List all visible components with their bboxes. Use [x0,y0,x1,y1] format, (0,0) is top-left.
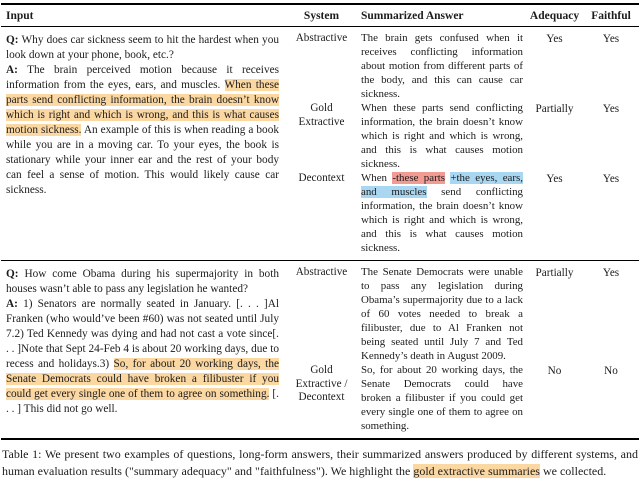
text-segment: How come Obama during his supermajority in both houses wasn’t able to pass any legislation he wanted? [6,268,279,295]
table-row [285,171,639,255]
system-rows [285,265,639,433]
col-header-input: Input [6,10,34,22]
system-cell: Abstractive [295,266,348,278]
table-header-row [1,5,639,27]
bold-label: Q: [6,268,19,280]
text-segment: So, for about 20 working days, the Senate Democrats could have broken a filibuster if you could get every single one of them to agree on something. [361,364,523,432]
answer-cell [358,171,526,255]
adequacy-cell: Yes [546,33,563,45]
adequacy-cell: Partially [535,103,574,115]
highlight-orange: gold extractive summaries [413,464,540,478]
col-header-system: System [303,10,340,22]
text-segment: When these parts send conflicting information, the brain doesn’t know which is right and which is wrong, and this is what causes motion sickness. [361,102,523,170]
text-segment: [. . . ] This did not go well. [6,388,279,415]
faithful-cell: Yes [602,173,620,185]
faithful-cell: Yes [602,103,620,115]
text-segment: The brain gets confused when it receives conflicting information about motion from different parts of the body, and this can cause car sickness. [361,32,523,100]
bold-label: A: [6,64,18,76]
answer-cell [358,265,526,363]
highlight-blue: +the eyes, ears, and muscles [361,172,523,198]
bold-label: Q: [6,34,19,46]
bold-label: A: [6,298,18,310]
highlight-orange: When these parts send conflicting information, the brain doesn’t know which is right and which is wrong, and this is what causes motion sickness. [6,79,279,136]
answer-cell [358,31,526,101]
table-row [285,31,639,101]
adequacy-cell: Yes [546,173,563,185]
table-row [285,363,639,433]
text-segment: The brain perceived motion because it receives information from the eyes, ears, and muscles. [6,64,279,91]
answer-cell [358,101,526,171]
faithful-cell: Yes [602,267,620,279]
text-segment: Why does car sickness seem to hit the hardest when you look down at your phone, book, etc.? [6,34,279,61]
table-row [285,101,639,171]
input-cell [1,31,285,255]
table-caption [2,446,638,480]
highlight-orange: So, for about 20 working days, the Senate Democrats could have broken a filibuster if you could get every single one of them to agree on something. [6,358,279,400]
col-header-adequacy: Adequacy [529,10,580,22]
text-segment: An example of this is when reading a book while you are in a moving car. To your eyes, the book is stationary while your inner ear and the rest of your body can feel a sense of motion. This would likely cause car sickness. [6,124,280,196]
system-cell: Gold Extractive [298,102,345,128]
text-segment: The Senate Democrats were unable to pass any legislation during Obama’s supermajority due to a lack of 60 votes needed to break a filibuster, due to Al Franken not being seated until July 7 and Ted Kennedy’s death in August 2009. [361,266,523,362]
text-segment: send conflicting information, the brain doesn’t know which is right and which is wrong, and this is what causes motion sickness. [361,186,523,254]
highlight-red: -these parts [392,172,445,184]
text-segment: 1) Senators are normally seated in January. [. . . ]Al Franken (who would’ve been #60) was not seated until July 7.2) Ted Kennedy was dying and had not cast a vote since[. . . ]Note that Sept 24-Feb 4 is about 20 working days, due to recess and holidays.3) [6,298,279,370]
col-header-answer: Summarized Answer [361,10,464,22]
system-cell: Gold Extractive / Decontext [295,364,348,403]
faithful-cell: Yes [602,33,620,45]
adequacy-cell: Partially [535,267,574,279]
adequacy-cell: No [547,365,562,377]
text-segment: Table 1: We present two examples of questions, long-form answers, their summarized answers produced by different systems, and human evaluation results ("summary adequacy" and "faithfulness"). We highlight the [2,447,638,478]
answer-cell [358,363,526,433]
results-table [1,3,639,440]
table-row [285,265,639,363]
example-row-1 [1,27,639,260]
example-row-2 [1,260,639,438]
system-rows [285,31,639,255]
input-cell [1,265,285,433]
system-cell: Decontext [298,172,345,184]
text-segment: When [361,172,393,184]
faithful-cell: No [604,365,618,377]
text-segment: we collected. [539,464,607,478]
col-header-faithful: Faithful [591,10,631,22]
system-cell: Abstractive [295,32,348,44]
